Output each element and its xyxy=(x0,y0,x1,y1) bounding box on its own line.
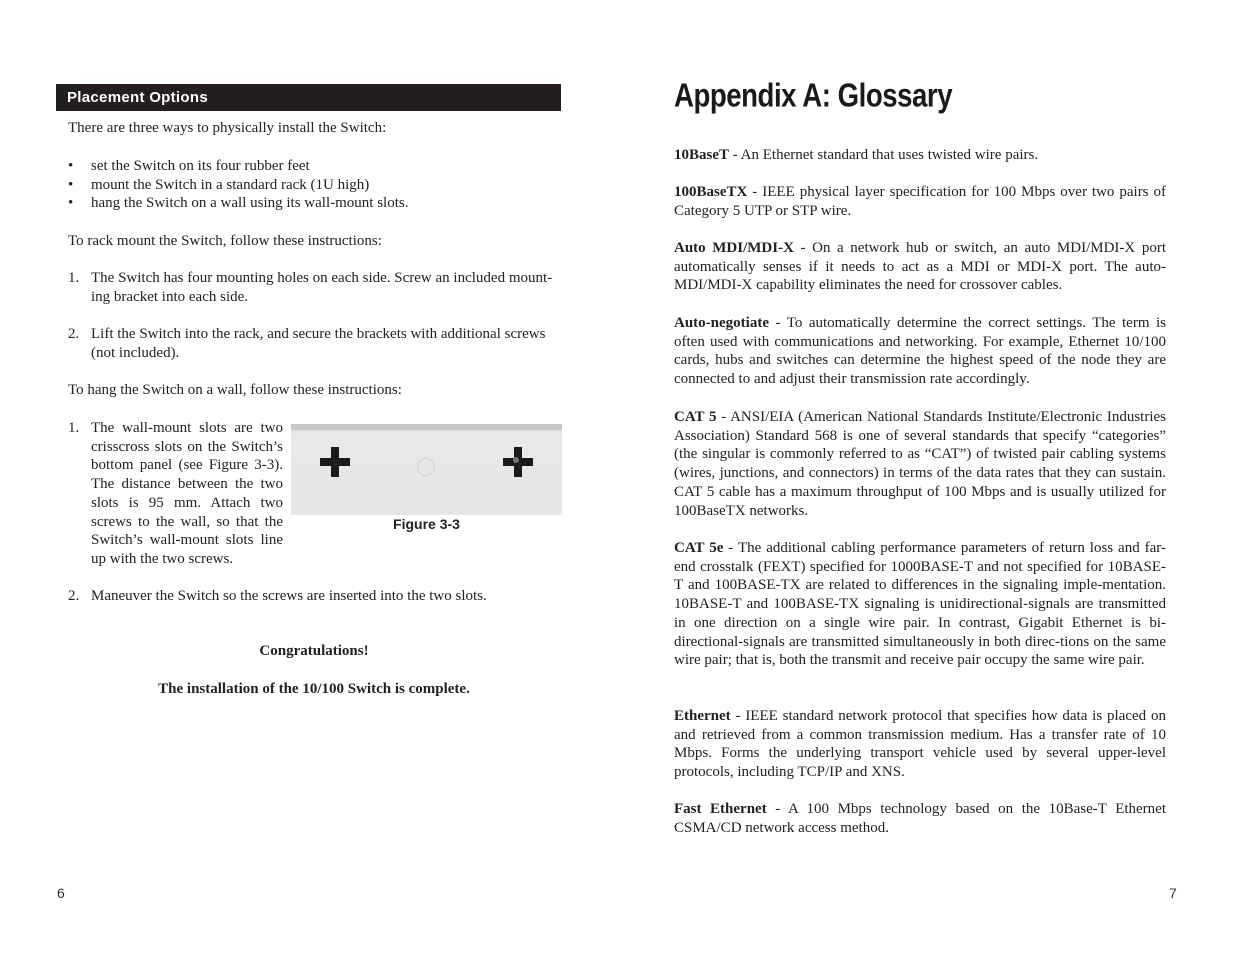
wall-intro: To hang the Switch on a wall, follow these instructions: xyxy=(68,382,402,398)
glossary-entry-auto-negotiate: Auto-negotiate - To automatically determine the correct settings. The term is often used with communications and networking. For example, Ethernet 10/100 cards, hubs and switches can determine the highest speed of the node they are connected to and adjust their transmission rate accordingly. xyxy=(674,315,1166,388)
wall-step-2: 2. Maneuver the Switch so the screws are inserted into the two slots. xyxy=(68,588,487,604)
page-number-right: 7 xyxy=(1169,885,1177,901)
list-item: • mount the Switch in a standard rack (1U high) xyxy=(68,176,370,193)
section-title-bar: Placement Options xyxy=(56,84,561,111)
glossary-entry-auto-mdi: Auto MDI/MDI-X - On a network hub or switch, an auto MDI/MDI-X port automatically senses if it needs to act as a MDI or MDI-X port. The auto-MDI/MDI-X capability eliminates the need for crossover cables. xyxy=(674,240,1166,294)
crisscross-slot-icon xyxy=(317,444,353,480)
figure-caption: Figure 3-3 xyxy=(393,516,460,532)
bullet: • xyxy=(68,195,74,212)
bullet: • xyxy=(68,158,74,174)
figure-wall-mount-slots xyxy=(291,424,562,515)
wall-step-1: 1. The wall-mount slots are two crisscross slots on the Switch’s bottom panel (see Figure 3-3). The distance between the two slots is 95 mm. Attach two screws to the wall, so that the Switch’s wall-mount slots line up with the two screws. xyxy=(68,420,283,567)
congratulations-heading: Congratulations! xyxy=(259,643,369,659)
screw-hole xyxy=(417,458,435,476)
rack-step-1: 1. The Switch has four mounting holes on each side. Screw an included mount-ing bracket into each side. xyxy=(68,270,553,305)
installation-complete: The installation of the 10/100 Switch is complete. xyxy=(158,681,470,697)
page-number-left: 6 xyxy=(57,885,65,901)
page-title: Appendix A: Glossary xyxy=(674,78,953,115)
glossary-entry-100basetx: 100BaseTX - IEEE physical layer specification for 100 Mbps over two pairs of Category 5 UTP or STP wire. xyxy=(674,184,1166,219)
rack-intro: To rack mount the Switch, follow these instructions: xyxy=(68,233,382,249)
bullet: • xyxy=(68,176,74,193)
list-item: • set the Switch on its four rubber feet xyxy=(68,158,310,174)
glossary-entry-ethernet: Ethernet - IEEE standard network protocol that specifies how data is placed on and retrieved from a common transmission medium. Has a transfer rate of 10 Mbps. Forms the underlying transport vehicle used by several upper-level protocols, including TCP/IP and XNS. xyxy=(674,708,1166,781)
list-item: • hang the Switch on a wall using its wall-mount slots. xyxy=(68,195,409,212)
placement-options-list xyxy=(68,157,560,213)
glossary-entry-cat5: CAT 5 - ANSI/EIA (American National Standards Institute/Electronic Industries Association) Standard 568 is one of several standards that specify “categories” (the singular is commonly referred to as “CAT”) of twisted pair cabling systems (wires, junctions, and connectors) in terms of the data rates that they can sustain. CAT 5 cable has a maximum throughput of 100 Mbps and is usually utilized for 100BaseTX networks. xyxy=(674,409,1166,519)
panel-edge xyxy=(291,424,562,430)
crisscross-slot-icon xyxy=(500,444,536,480)
glossary-entry-10baset: 10BaseT - An Ethernet standard that uses twisted wire pairs. xyxy=(674,147,1039,163)
glossary-entry-cat5e: CAT 5e - The additional cabling performance parameters of return loss and far-end crosstalk (FEXT) specified for 1000BASE-T and not specified for 10BASE-T and 100BASE-TX are related to differences in the signaling imple-mentation. 10BASE-T and 100BASE-TX signaling is unidirectional-signals are transmitted in one direction on a single wire pair. In contrast, Gigabit Ethernet is bi-directional-signals are transmitted simultaneously in both direc-tions on the same wire pair; that is, both the transmit and receive pair occupy the same wire pair. xyxy=(674,540,1166,669)
rack-step-2: 2. Lift the Switch into the rack, and secure the brackets with additional screws (not included). xyxy=(68,326,546,361)
placement-intro: There are three ways to physically install the Switch: xyxy=(68,120,387,136)
glossary-entry-fast-ethernet: Fast Ethernet - A 100 Mbps technology based on the 10Base-T Ethernet CSMA/CD network access method. xyxy=(674,801,1166,836)
